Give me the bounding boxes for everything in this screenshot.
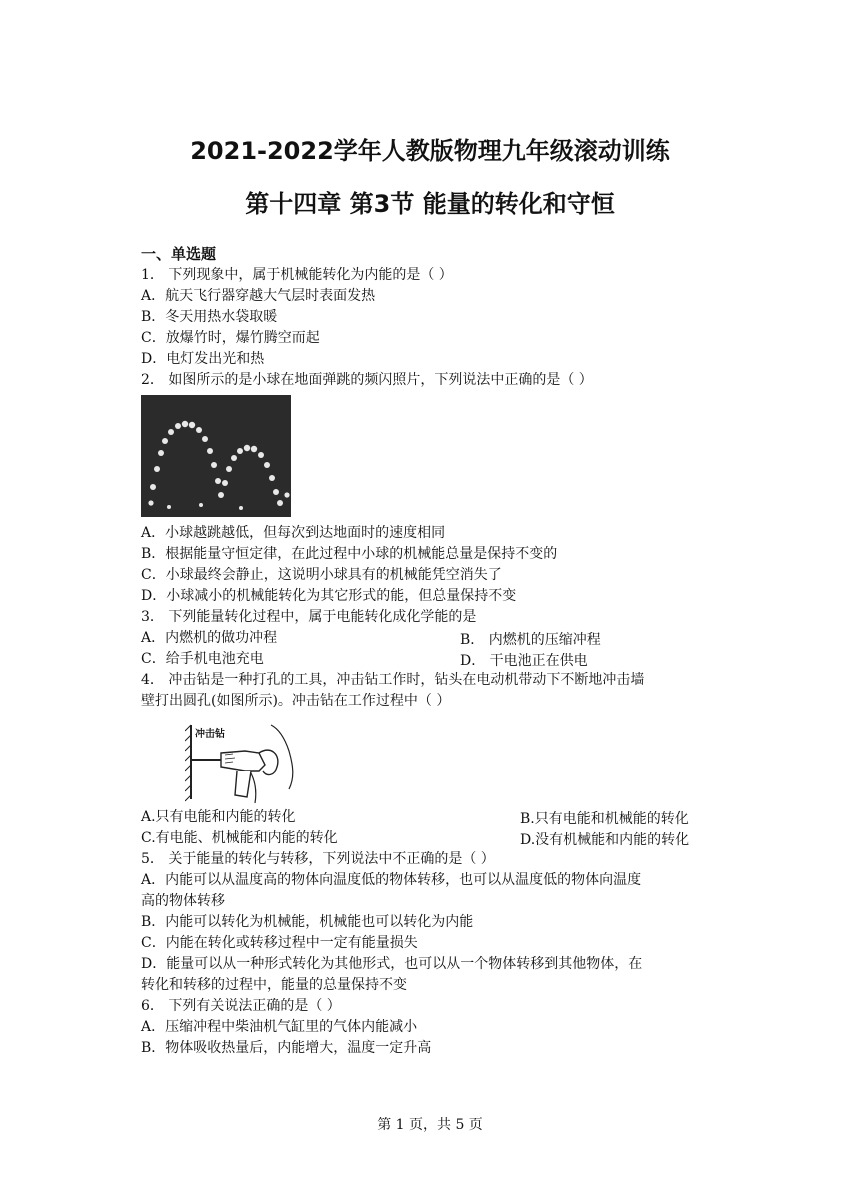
q1-option-b: B．冬天用热水袋取暖 [141, 309, 278, 325]
q5-option-a-line2: 高的物体转移 [141, 893, 225, 909]
q5-option-d-line1: D．能量可以从一种形式转化为其他形式，也可以从一个物体转移到其他物体，在 [141, 956, 643, 972]
bouncing-ball-photo [141, 395, 291, 517]
q2-option-b: B．根据能量守恒定律，在此过程中小球的机械能总量是保持不变的 [141, 546, 558, 562]
q6-option-a: A．压缩冲程中柴油机气缸里的气体内能减小 [141, 1019, 418, 1035]
q6-stem: 6． 下列有关说法正确的是（ ） [141, 998, 341, 1014]
q3-option-c: C．给手机电池充电 [141, 651, 264, 667]
document-title: 2021-2022学年人教版物理九年级滚动训练 [190, 137, 670, 165]
q5-option-d-line2: 转化和转移的过程中，能量的总量保持不变 [141, 977, 407, 993]
impact-drill-figure [185, 715, 297, 805]
q1-stem: 1． 下列现象中，属于机械能转化为内能的是（ ） [141, 267, 453, 283]
q4-option-b: B.只有电能和机械能的转化 [520, 811, 689, 827]
q3-option-a: A．内燃机的做功冲程 [141, 630, 278, 646]
q3-stem: 3． 下列能量转化过程中，属于电能转化成化学能的是 [141, 609, 477, 625]
bouncing-ball-strobe-image [141, 395, 291, 517]
q6-option-b: B．物体吸收热量后，内能增大，温度一定升高 [141, 1040, 432, 1056]
q1-option-a: A．航天飞行器穿越大气层时表面发热 [141, 288, 376, 304]
q2-stem: 2． 如图所示的是小球在地面弹跳的频闪照片，下列说法中正确的是（ ） [141, 372, 593, 388]
q4-option-c: C.有电能、机械能和内能的转化 [141, 830, 338, 846]
q4-stem-line2: 壁打出圆孔(如图所示)。冲击钻在工作过程中（ ） [141, 693, 451, 709]
q3-option-b: B． 内燃机的压缩冲程 [460, 632, 601, 648]
q3-option-d: D． 干电池正在供电 [460, 653, 588, 669]
q4-option-d: D.没有机械能和内能的转化 [520, 832, 690, 848]
q4-stem-line1: 4． 冲击钻是一种打孔的工具，冲击钻工作时，钻头在电动机带动下不断地冲击墙 [141, 672, 645, 688]
drill-label: 冲击钻 [195, 729, 225, 740]
q5-option-a-line1: A．内能可以从温度高的物体向温度低的物体转移，也可以从温度低的物体向温度 [141, 872, 642, 888]
page-footer: 第 1 页，共 5 页 [377, 1117, 483, 1133]
q1-option-c: C．放爆竹时，爆竹腾空而起 [141, 330, 320, 346]
section-heading: 一、单选题 [141, 245, 217, 263]
q5-option-b: B．内能可以转化为机械能，机械能也可以转化为内能 [141, 914, 474, 930]
chapter-title: 第十四章 第3节 能量的转化和守恒 [245, 190, 615, 218]
q4-option-a: A.只有电能和内能的转化 [141, 809, 296, 825]
q2-option-a: A．小球越跳越低，但每次到达地面时的速度相同 [141, 525, 446, 541]
q1-option-d: D．电灯发出光和热 [141, 351, 265, 367]
q5-stem: 5． 关于能量的转化与转移，下列说法中不正确的是（ ） [141, 851, 495, 867]
q5-option-c: C．内能在转化或转移过程中一定有能量损失 [141, 935, 418, 951]
q2-option-d: D．小球减小的机械能转化为其它形式的能，但总量保持不变 [141, 588, 517, 604]
q2-option-c: C．小球最终会静止，这说明小球具有的机械能凭空消失了 [141, 567, 502, 583]
